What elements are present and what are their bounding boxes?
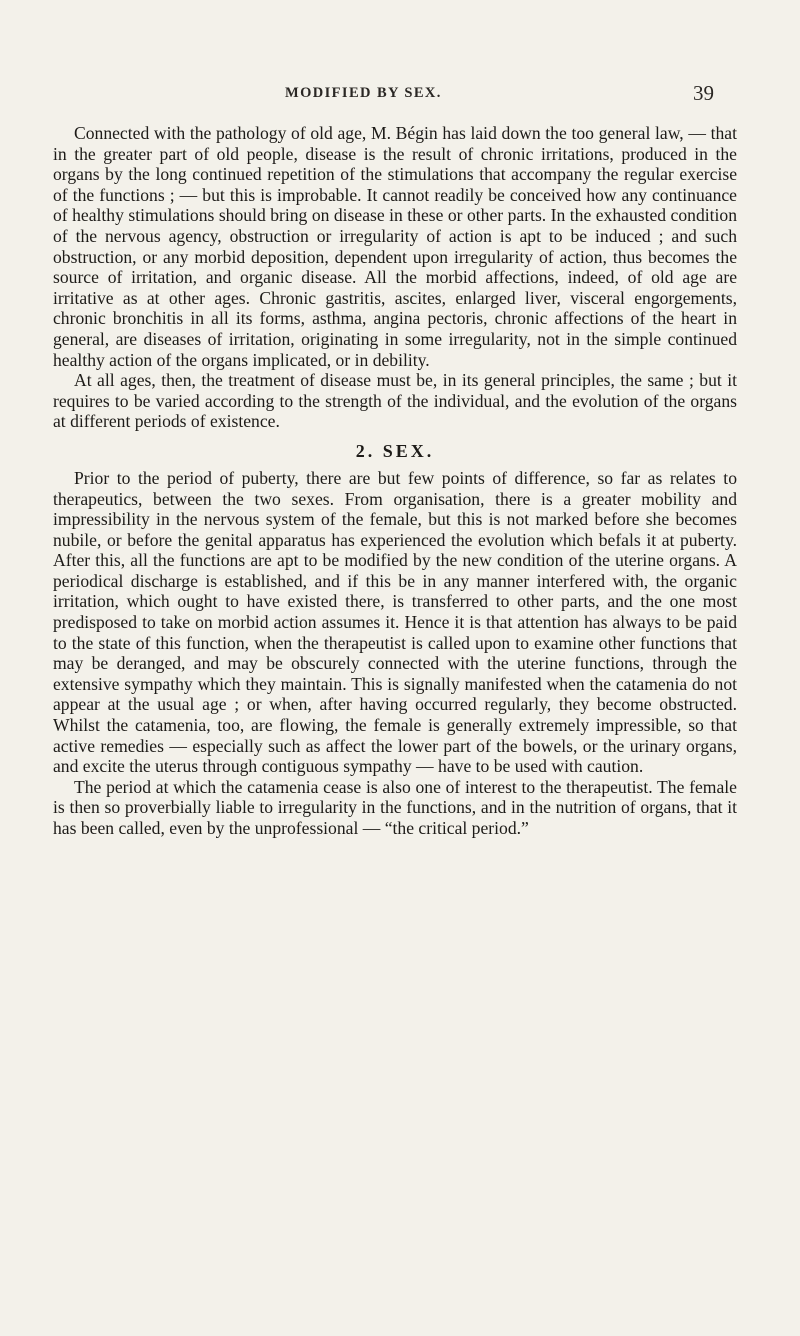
paragraph-treatment-principles: At all ages, then, the treatment of disease must be, in its general principles, the same ; but it requires to be varied according to the strength of the individual, and the evolution of the organs at different periods of existence. [53, 370, 737, 432]
running-head [0, 81, 800, 109]
section-heading-sex: 2. SEX. [355, 440, 435, 461]
paragraph-critical-period: The period at which the catamenia cease is also one of interest to the therapeutist. The female is then so proverbially liable to irregularity in the functions, and in the nutrition of organs, that it has been called, even by the unprofessional — “the critical period.” [53, 776, 737, 838]
running-title: MODIFIED BY SEX. [285, 85, 442, 101]
paragraph-old-age-pathology: Connected with the pathology of old age, M. Bégin has laid down the too general law, — that in the greater part of old people, disease is the result of chronic irritations, produced in the organs by the long continued repetition of the stimulations that accompany the regular exercise of the functions ; — but this is improbable. It cannot readily be conceived how any continuance of healthy stimulations should bring on disease in these or other parts. In the exhausted condition of the nervous agency, obstruction or irregularity of action is apt to be induced ; and such obstruction, or any morbid deposition, dependent upon irregularity of action, thus becomes the source of irritation, and organic disease. All the morbid affections, indeed, of old age are irritative as at other ages. Chronic gastritis, ascites, enlarged liver, visceral engorgements, chronic bronchitis in all its forms, asthma, angina pectoris, chronic affections of the heart in general, are diseases of irritation, originating in some irregularity, not in the simple continued healthy action of the organs implicated, or in debility. [53, 123, 737, 370]
paragraph-puberty: Prior to the period of puberty, there are but few points of difference, so far as relates to therapeutics, between the two sexes. From organisation, there is a greater mobility and impressibility in the nervous system of the female, but this is not marked before she becomes nubile, or before the genital apparatus has experienced the evolution which befals it at puberty. After this, all the functions are apt to be modified by the new condition of the uterine organs. A periodical discharge is established, and if this be in any manner interfered with, the organic irritation, which ought to have existed there, is transferred to other parts, and the one most predisposed to take on morbid action assumes it. Hence it is that attention has always to be paid to the state of this function, when the therapeutist is called upon to examine other functions that may be deranged, and may be obscurely connected with the uterine functions, through the extensive sympathy which they maintain. This is signally manifested when the catamenia do not appear at the usual age ; or when, after having occurred regularly, they become obstructed. Whilst the catamenia, too, are flowing, the female is generally extremely impressible, so that active remedies — especially such as affect the lower part of the bowels, or the urinary organs, and excite the uterus through contiguous sympathy — have to be used with caution. [53, 467, 737, 777]
page-number: 39 [693, 81, 714, 105]
body-text [53, 123, 737, 839]
